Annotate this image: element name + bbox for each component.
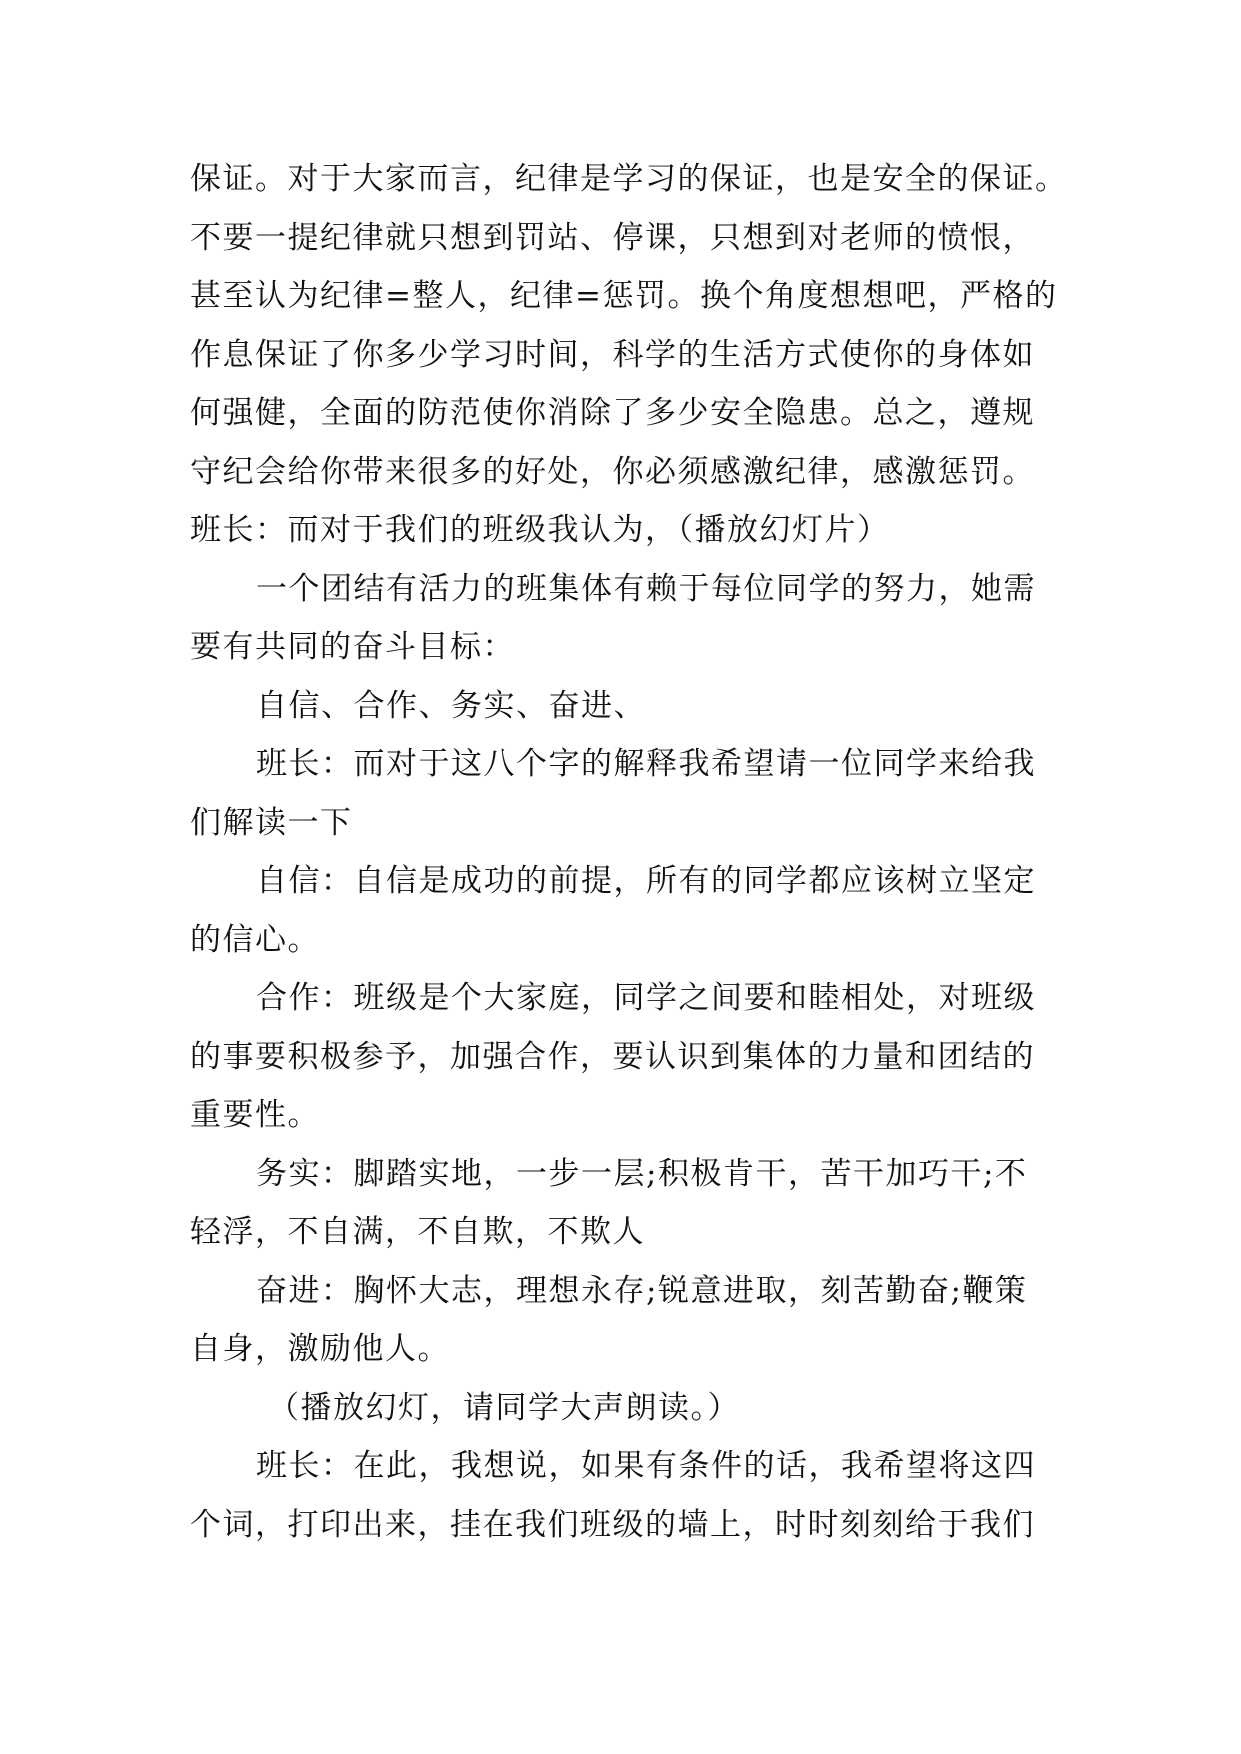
text-line: 奋进：胸怀大志，理想永存;锐意进取，刻苦勤奋;鞭策 bbox=[256, 1272, 1028, 1309]
text-line: （播放幻灯，请同学大声朗读。） bbox=[268, 1389, 740, 1426]
text-line: 个词，打印出来，挂在我们班级的墙上，时时刻刻给于我们 bbox=[190, 1506, 1035, 1543]
text-line: 们解读一下 bbox=[190, 804, 353, 841]
text-line: 重要性。 bbox=[190, 1097, 320, 1133]
text-line: 自身，激励他人。 bbox=[190, 1331, 450, 1367]
text-line: 守纪会给你带来很多的好处，你必须感激纪律，感激惩罚。 bbox=[190, 453, 1035, 490]
text-line: 班长：而对于我们的班级我认为，（播放幻灯片） bbox=[190, 512, 890, 548]
text-line: 作息保证了你多少学习时间，科学的生活方式使你的身体如 bbox=[190, 336, 1035, 373]
text-line: 轻浮，不自满，不自欺，不欺人 bbox=[190, 1214, 645, 1250]
text-line: 甚至认为纪律=整人，纪律=惩罚。换个角度想想吧，严格的 bbox=[190, 278, 1058, 314]
text-line: 班长：在此，我想说，如果有条件的话，我希望将这四 bbox=[256, 1448, 1036, 1484]
text-line: 合作：班级是个大家庭，同学之间要和睦相处，对班级 bbox=[256, 980, 1036, 1016]
text-line: 不要一提纪律就只想到罚站、停课，只想到对老师的愤恨， bbox=[190, 219, 1035, 256]
text-line: 何强健，全面的防范使你消除了多少安全隐患。总之，遵规 bbox=[190, 395, 1035, 431]
document-body bbox=[190, 150, 1068, 1554]
text-line: 的信心。 bbox=[190, 921, 320, 958]
text-line: 要有共同的奋斗目标： bbox=[190, 629, 515, 665]
text-line: 自信：自信是成功的前提，所有的同学都应该树立坚定 bbox=[256, 863, 1036, 899]
text-line: 务实：脚踏实地，一步一层;积极肯干，苦干加巧干;不 bbox=[256, 1155, 1028, 1192]
text-line: 一个团结有活力的班集体有赖于每位同学的努力，她需 bbox=[256, 570, 1036, 607]
text-line: 的事要积极参予，加强合作，要认识到集体的力量和团结的 bbox=[190, 1038, 1035, 1075]
text-line: 保证。对于大家而言，纪律是学习的保证，也是安全的保证。 bbox=[190, 161, 1068, 197]
text-line: 自信、合作、务实、奋进、 bbox=[256, 687, 646, 724]
text-line: 班长：而对于这八个字的解释我希望请一位同学来给我 bbox=[256, 746, 1036, 782]
